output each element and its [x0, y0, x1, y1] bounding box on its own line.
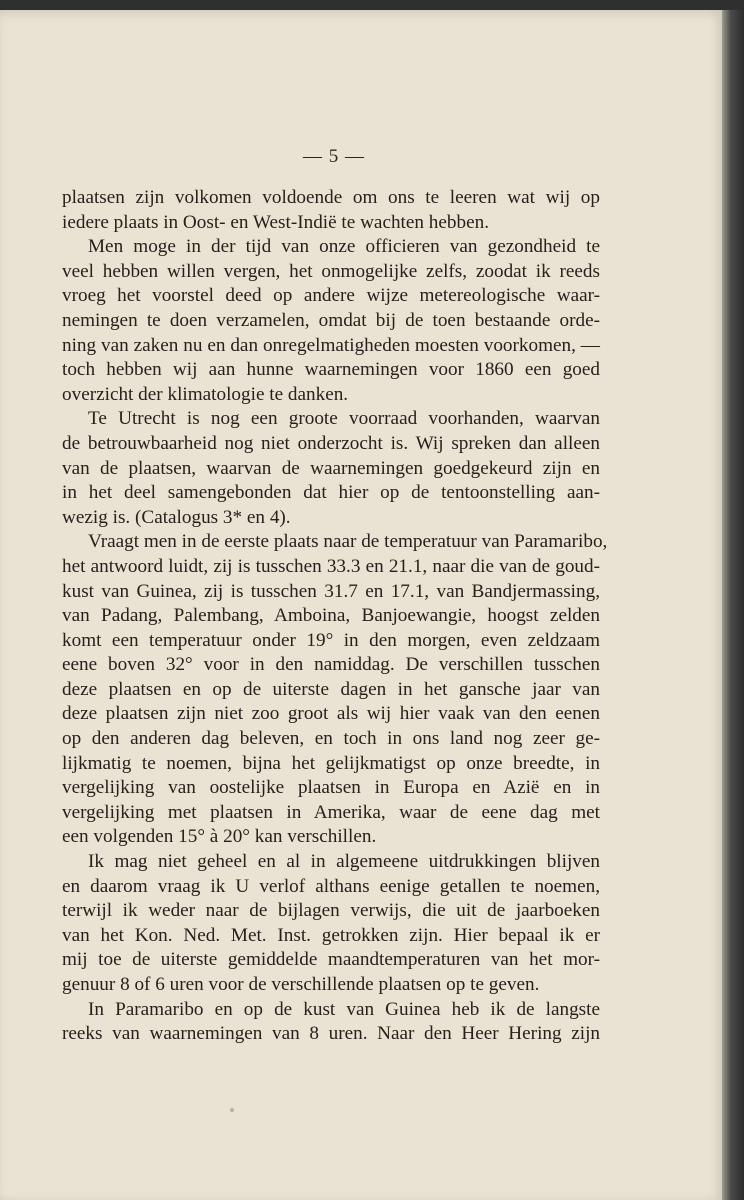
text-line: van Padang, Palembang, Amboina, Banjoewangie, hoogst zelden: [62, 605, 600, 627]
text-line: overzicht der klimatologie te danken.: [62, 383, 349, 405]
text-line: Men moge in der tijd van onze officieren van gezondheid te: [88, 236, 600, 258]
text-line: de betrouwbaarheid nog niet onderzocht is. Wij spreken dan alleen: [62, 432, 600, 454]
text-line: van de plaatsen, waarvan de waarnemingen goedgekeurd zijn en: [62, 457, 600, 479]
text-line: terwijl ik weder naar de bijlagen verwijs, die uit de jaarboeken: [62, 900, 600, 922]
text-line: van het Kon. Ned. Met. Inst. getrokken zijn. Hier bepaal ik er: [62, 924, 600, 946]
text-line: op den anderen dag beleven, en toch in ons land nog zeer ge-: [62, 728, 600, 750]
text-line: komt een temperatuur onder 19° in den morgen, even zeldzaam: [62, 629, 600, 651]
text-line: reeks van waarnemingen van 8 uren. Naar den Heer Hering zijn: [62, 1023, 600, 1045]
body-text: [62, 186, 608, 1047]
text-line: en daarom vraag ik U verlof althans eenige getallen te noemen,: [62, 875, 600, 897]
page-edge: [722, 10, 744, 1200]
text-line: Ik mag niet geheel en al in algemeene uitdrukkingen blijven: [88, 851, 600, 873]
text-line: iedere plaats in Oost- en West-Indië te wachten hebben.: [62, 211, 489, 233]
text-line: mij toe de uiterste gemiddelde maandtemperaturen van het mor-: [62, 949, 600, 971]
page-number: — 5 —: [303, 146, 365, 167]
text-line: vroeg het voorstel deed op andere wijze metereologische waar-: [62, 285, 600, 307]
text-line: een volgenden 15° à 20° kan verschillen.: [62, 826, 377, 848]
text-line: toch hebben wij aan hunne waarnemingen voor 1860 een goed: [62, 359, 600, 381]
text-line: het antwoord luidt, zij is tusschen 33.3 en 21.1, naar die van de goud-: [62, 555, 600, 577]
text-line: deze plaatsen zijn niet zoo groot als wij hier vaak van den eenen: [62, 703, 600, 725]
text-line: nemingen te doen verzamelen, omdat bij de toen bestaande orde-: [62, 309, 600, 331]
text-line: vergelijking van oostelijke plaatsen in Europa en Azië en in: [62, 777, 600, 799]
text-line: plaatsen zijn volkomen voldoende om ons te leeren wat wij op: [62, 187, 600, 208]
text-line: Vraagt men in de eerste plaats naar de temperatuur van Paramaribo,: [88, 531, 608, 553]
text-line: eene boven 32° voor in den namiddag. De verschillen tusschen: [62, 654, 600, 676]
text-line: veel hebben willen vergen, het onmogelijke zelfs, zoodat ik reeds: [62, 260, 600, 282]
scan-frame-top: [0, 0, 744, 10]
text-line: lijkmatig te noemen, bijna het gelijkmatigst op onze breedte, in: [62, 752, 600, 774]
text-line: deze plaatsen en op de uiterste dagen in het gansche jaar van: [62, 678, 600, 700]
text-line: wezig is. (Catalogus 3* en 4).: [62, 506, 291, 528]
paper-speck: [230, 1108, 234, 1112]
text-line: vergelijking met plaatsen in Amerika, waar de eene dag met: [62, 801, 600, 823]
text-line: in het deel samengebonden dat hier op de tentoonstelling aan-: [62, 482, 600, 504]
text-line: ning van zaken nu en dan onregelmatigheden moesten voorkomen, —: [62, 334, 600, 356]
text-line: In Paramaribo en op de kust van Guinea heb ik de langste: [88, 998, 600, 1020]
text-line: genuur 8 of 6 uren voor de verschillende plaatsen op te geven.: [62, 974, 540, 995]
text-line: kust van Guinea, zij is tusschen 31.7 en 17.1, van Bandjermassing,: [62, 580, 600, 602]
text-line: Te Utrecht is nog een groote voorraad voorhanden, waarvan: [88, 408, 600, 430]
